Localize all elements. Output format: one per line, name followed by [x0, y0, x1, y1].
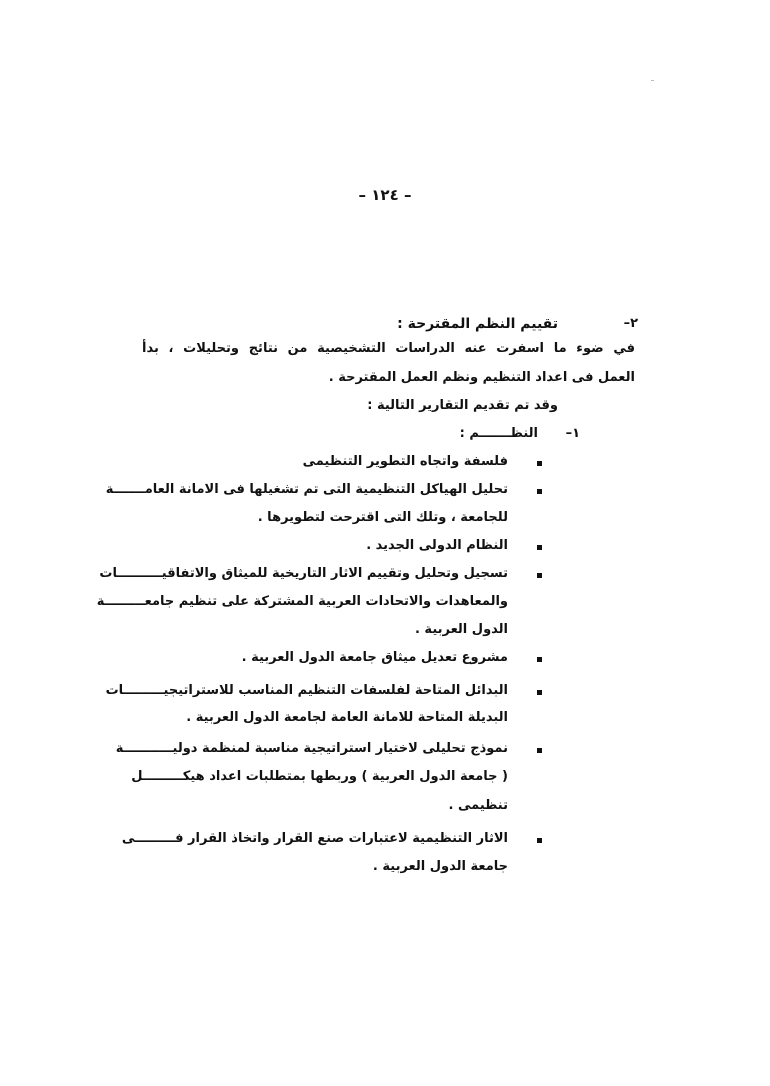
page-number: – ١٢٤ – — [358, 186, 412, 204]
list-item: تسجيل وتحليل وتقييم الاثار التاريخية للميثاق والاتفاقيــــــــــات — [99, 566, 508, 581]
list-item: البدائل المتاحة لفلسفات التنظيم المناسب للاستراتيجيـــــــــات — [105, 683, 508, 698]
intro-line-2: العمل فى اعداد التنظيم ونظم العمل المقترحة . — [328, 370, 635, 385]
intro-line-1: في ضوء ما اسفرت عنه الدراسات التشخيصية من نتائج وتحليلات ، بدأ — [142, 341, 635, 356]
list-item-continuation: جامعة الدول العربية . — [372, 859, 508, 874]
list-item: تحليل الهياكل التنظيمية التى تم تشغيلها فى الامانة العامـــــــة — [105, 482, 508, 497]
section-title: تقييم النظم المقترحة : — [397, 316, 558, 332]
bullet-icon — [537, 461, 542, 466]
list-item-continuation: البديلة المتاحة للامانة العامة لجامعة الدول العربية . — [186, 710, 508, 725]
subsection-number: ١– — [565, 426, 580, 441]
bullet-icon — [537, 573, 542, 578]
bullet-icon — [537, 748, 542, 753]
section-number: ٢– — [623, 316, 638, 331]
scan-speck — [651, 80, 654, 81]
list-item-continuation: الدول العربية . — [414, 622, 508, 637]
intro-line-3: وقد تم تقديم التقارير التالية : — [367, 398, 558, 413]
list-item: نموذج تحليلى لاختيار استراتيجية مناسبة لمنظمة دوليـــــــــــة — [115, 741, 508, 756]
list-item: النظام الدولى الجديد . — [366, 538, 508, 553]
list-item-continuation: والمعاهدات والاتحادات العربية المشتركة على تنظيم جامعـــــــــة — [96, 594, 508, 609]
subsection-title: النظـــــــم : — [459, 426, 538, 441]
list-item: الاثار التنظيمية لاعتبارات صنع القرار واتخاذ القرار فـــــــــى — [121, 831, 508, 846]
list-item-continuation: للجامعة ، وتلك التى اقترحت لتطويرها . — [257, 510, 508, 525]
bullet-icon — [537, 545, 542, 550]
list-item-continuation: ( جامعة الدول العربية ) وربطها بمتطلبات اعداد هيكـــــــــل — [131, 769, 508, 784]
bullet-icon — [537, 657, 542, 662]
bullet-icon — [537, 838, 542, 843]
list-item: فلسفة واتجاه التطوير التنظيمى — [302, 454, 508, 469]
list-item: مشروع تعديل ميثاق جامعة الدول العربية . — [241, 650, 508, 665]
bullet-icon — [537, 690, 542, 695]
bullet-icon — [537, 489, 542, 494]
list-item-continuation: تنظيمى . — [448, 798, 508, 813]
